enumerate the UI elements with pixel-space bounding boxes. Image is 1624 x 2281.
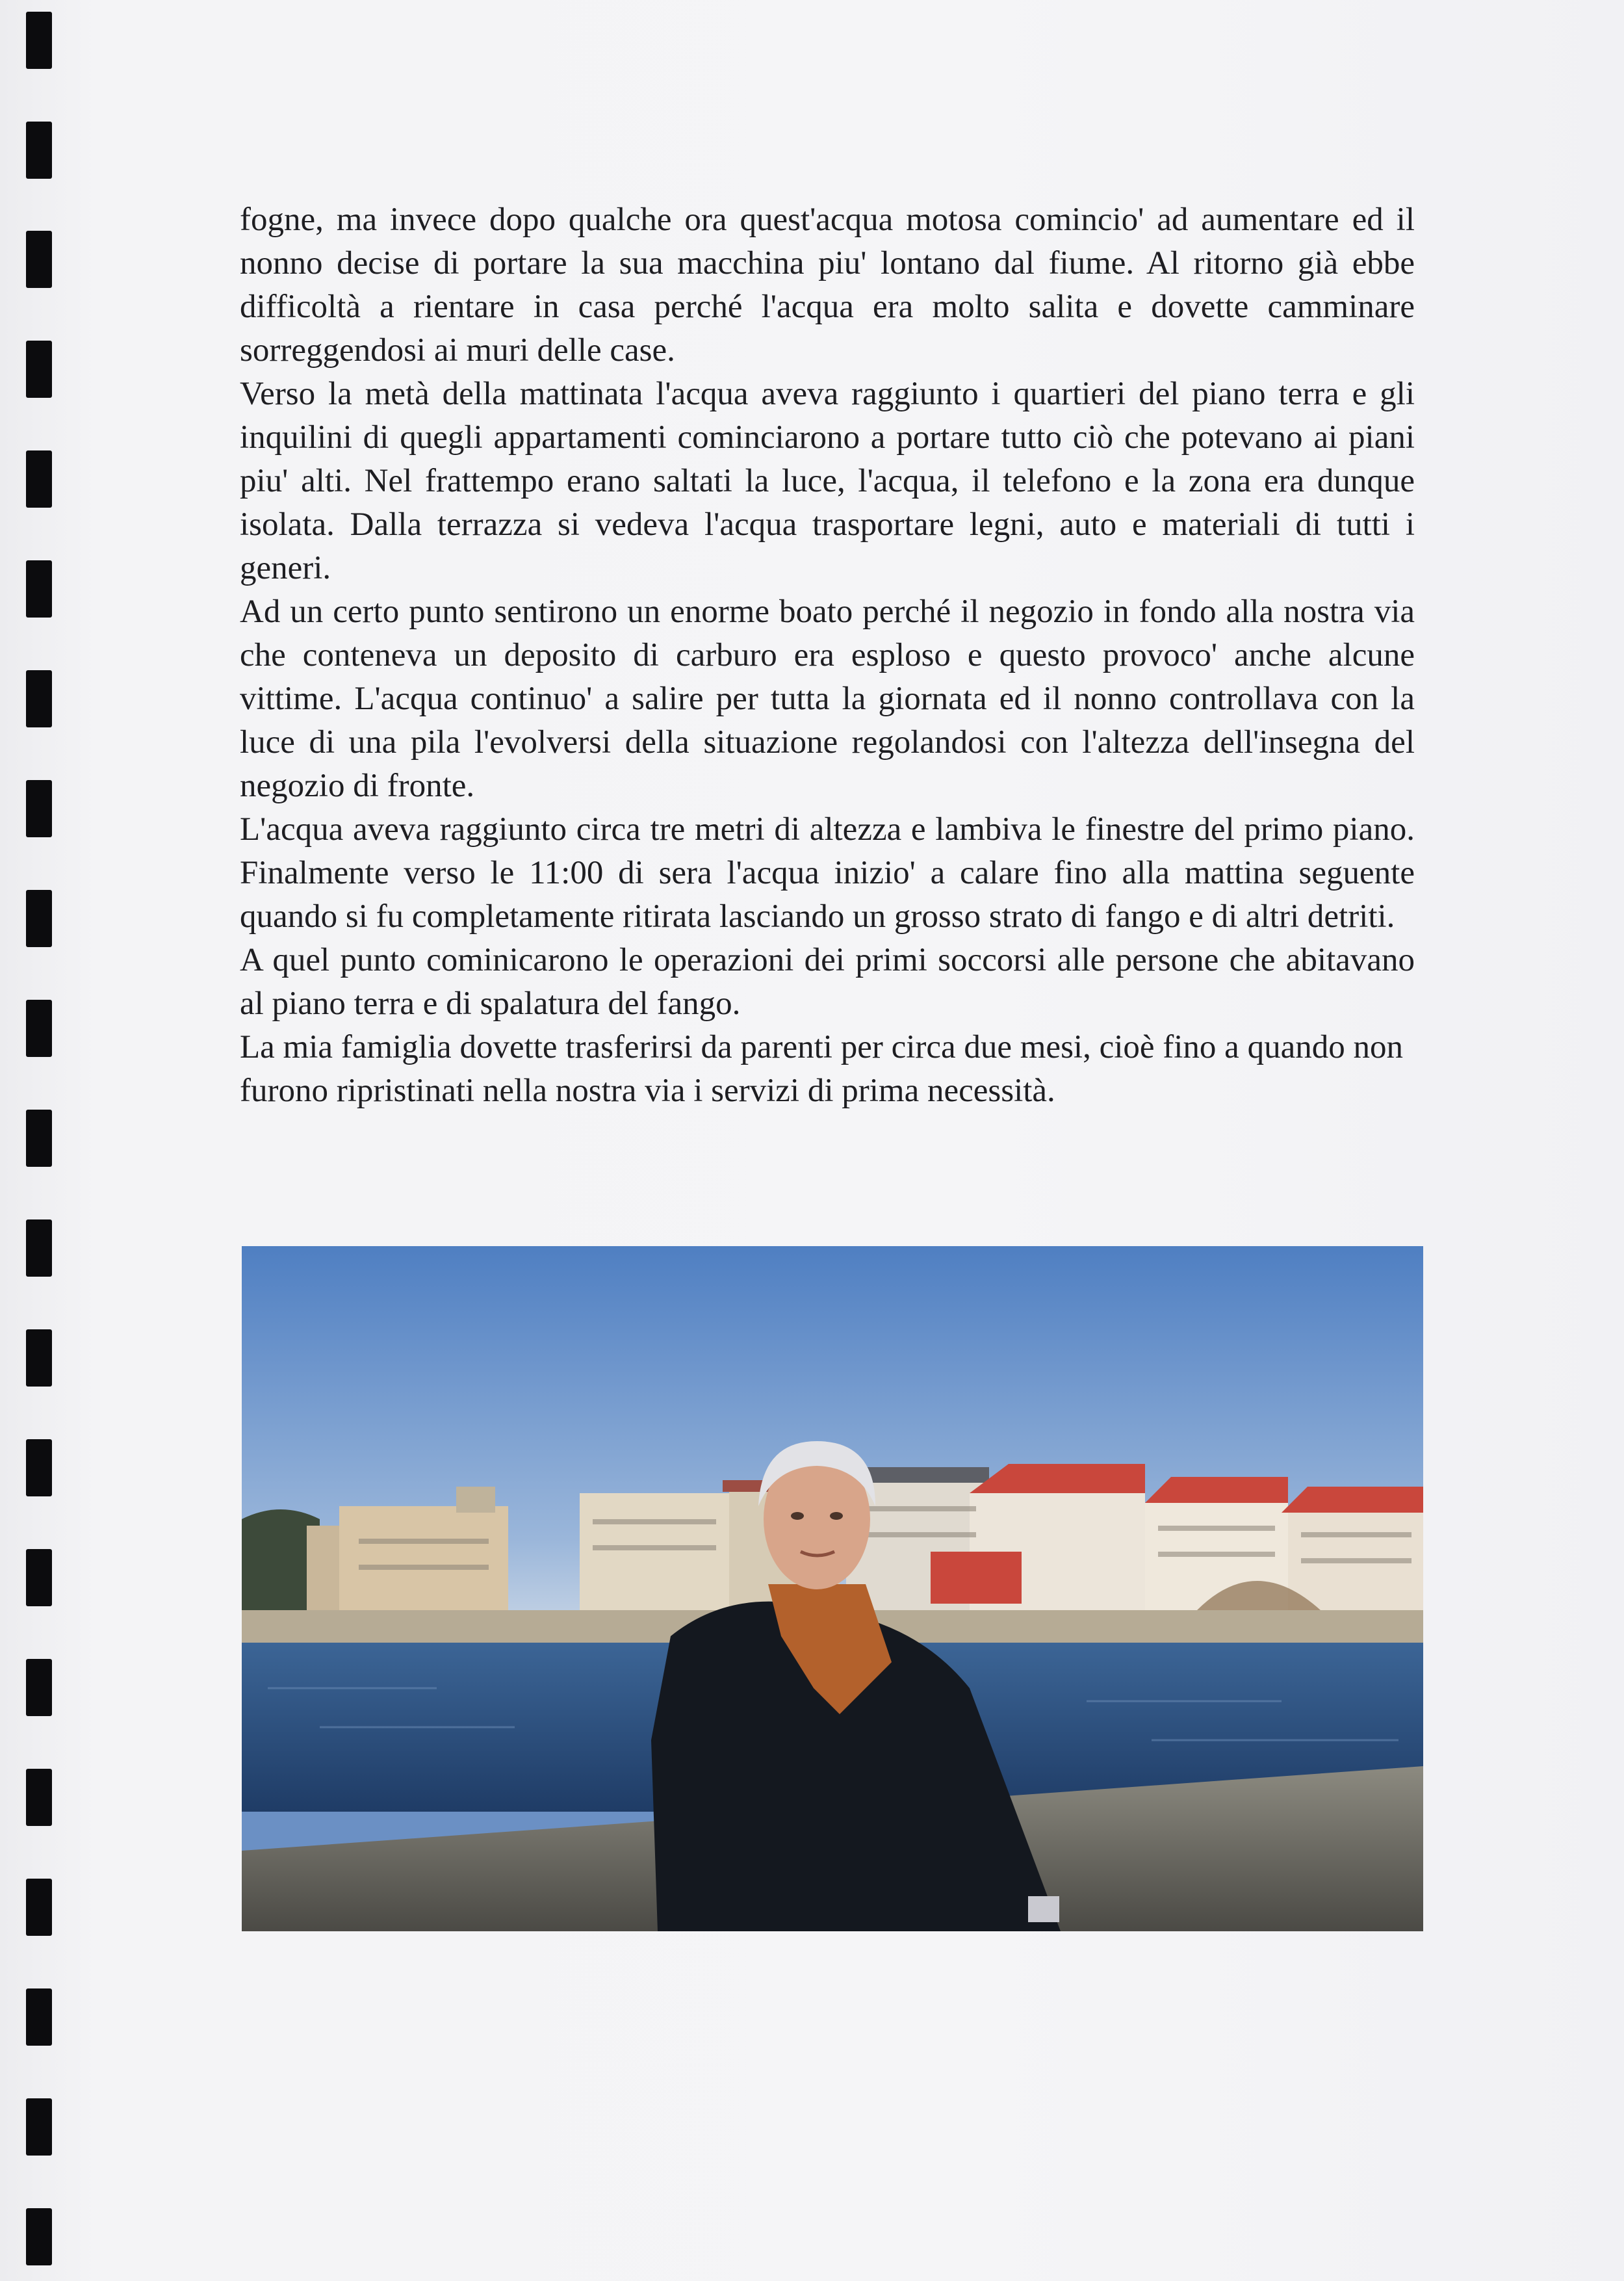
binding-hole (26, 1439, 52, 1496)
building (580, 1493, 729, 1610)
binding-hole (26, 1988, 52, 2046)
binding-hole (26, 231, 52, 288)
man-eye (830, 1512, 843, 1520)
paragraph: fogne, ma invece dopo qualche ora quest'acqua motosa comincio' ad aumentare ed il nonno decise di portare la sua macchina piu' lontano dal fiume. Al ritorno già ebbe difficoltà a rientare in casa perché l'acqua era molto salita e dovette camminare sorreggendosi ai muri delle case. (240, 202, 1415, 369)
paragraph: La mia famiglia dovette trasferirsi da parenti per circa due mesi, cioè fino a quando non furono ripristinati nella nostra via i servizi di prima necessità. (240, 1029, 1403, 1109)
man-eye (791, 1512, 804, 1520)
binding-hole (26, 122, 52, 179)
photo-man-by-river (242, 1246, 1423, 1931)
binding-hole (26, 1549, 52, 1606)
binding-hole (26, 1110, 52, 1167)
binding-hole (26, 1659, 52, 1716)
spiral-binding-holes (26, 0, 52, 2281)
binding-hole (26, 780, 52, 837)
binding-hole (26, 1219, 52, 1277)
binding-hole (26, 2208, 52, 2265)
photo-illustration (242, 1246, 1423, 1931)
binding-hole (26, 1329, 52, 1387)
binding-hole (26, 670, 52, 727)
binding-hole (26, 12, 52, 69)
binding-hole (26, 450, 52, 508)
binding-hole (26, 341, 52, 398)
building-dome (456, 1487, 495, 1513)
binding-hole (26, 890, 52, 947)
body-text (240, 198, 1415, 1113)
binding-hole (26, 560, 52, 618)
paragraph: Ad un certo punto sentirono un enorme boato perché il negozio in fondo alla nostra via che conteneva un deposito di carburo era esploso e questo provoco' anche alcune vittime. L'acqua continuo' a salire per tutta la giornata ed il nonno controllava con la luce di una pila l'evolversi della situazione regolandosi con l'altezza dell'insegna del negozio di fronte. (240, 593, 1415, 804)
binding-hole (26, 1000, 52, 1057)
binding-hole (26, 1879, 52, 1936)
binding-hole (26, 1769, 52, 1826)
man-cuff (1028, 1896, 1059, 1922)
building (339, 1506, 508, 1610)
roof (931, 1552, 1022, 1604)
binding-hole (26, 2098, 52, 2156)
paragraph: A quel punto cominicarono le operazioni dei primi soccorsi alle persone che abitavano al piano terra e di spalatura del fango. (240, 942, 1415, 1022)
paragraph: Verso la metà della mattinata l'acqua aveva raggiunto i quartieri del piano terra e gli inquilini di quegli appartamenti cominciarono a portare tutto ciò che potevano ai piani piu' alti. Nel frattempo erano saltati la luce, l'acqua, il telefono e la zona era dunque isolata. Dalla terrazza si vedeva l'acqua trasportare legni, auto e materiali di tutti i generi. (240, 376, 1415, 586)
paragraph: L'acqua aveva raggiunto circa tre metri di altezza e lambiva le finestre del primo piano. Finalmente verso le 11:00 di sera l'acqua inizio' a calare fino alla mattina seguente quando si fu completamente ritirata lasciando un grosso strato di fango e di altri detriti. (240, 811, 1415, 935)
